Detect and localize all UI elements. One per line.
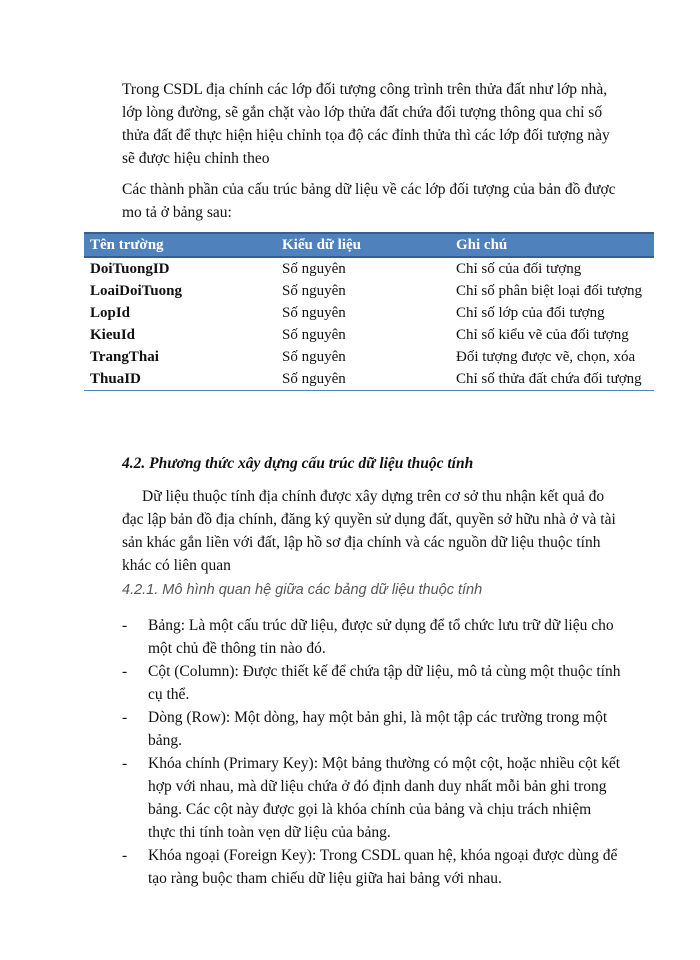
list-item (122, 660, 622, 706)
cell-data-type: Số nguyên (282, 305, 346, 321)
list-item-text: Khóa chính (Primary Key): Một bảng thường có một cột, hoặc nhiều cột kết hợp với nhau, mà dữ liệu chứa ở đó định danh duy nhất mỗi bản ghi trong bảng. Các cột này được gọi là khóa chính của bảng và chịu trách nhiệm thực thi tính toàn vẹn dữ liệu của bảng. (148, 755, 621, 841)
list-item-text: Cột (Column): Được thiết kế để chứa tập dữ liệu, mô tả cùng một thuộc tính cụ thể. (148, 663, 621, 703)
header-data-type: Kiểu dữ liệu (276, 233, 450, 257)
dash-bullet-icon: - (122, 709, 128, 726)
list-item-text: Bảng: Là một cấu trúc dữ liệu, được sử dụng để tổ chức lưu trữ dữ liệu cho một chủ đề thông tin nào đó. (148, 617, 614, 657)
subsection-title: 4.2.1. Mô hình quan hệ giữa các bảng dữ liệu thuộc tính (122, 582, 483, 598)
cell-field-name: DoiTuongID (90, 261, 170, 277)
intro-paragraph-1: Trong CSDL địa chính các lớp đối tượng công trình trên thửa đất như lớp nhà, lớp lòng đường, sẽ gắn chặt vào lớp thửa đất chứa đối tượng thông qua chỉ số thửa đất để thực hiện hiệu chỉnh tọa độ các đỉnh thửa thì các lớp đối tượng này sẽ được hiệu chỉnh theo (122, 81, 610, 167)
dash-bullet-icon: - (122, 755, 128, 772)
cell-note: Chỉ số thửa đất chứa đối tượng (450, 368, 654, 391)
table-row (84, 280, 654, 302)
dash-bullet-icon: - (122, 663, 128, 680)
cell-field-name: ThuaID (84, 368, 276, 391)
header-note: Ghi chú (450, 233, 654, 257)
cell-field-name: LopId (90, 305, 131, 321)
section-title: 4.2. Phương thức xây dựng cấu trúc dữ liệu thuộc tính (122, 455, 474, 472)
cell-data-type: Số nguyên (282, 283, 346, 299)
table-row (84, 346, 654, 368)
table-row (84, 302, 654, 324)
list-item (122, 706, 622, 752)
table-row (84, 324, 654, 346)
cell-field-name: TrangThai (90, 349, 159, 365)
field-table (84, 232, 654, 391)
cell-note: Đối tượng được vẽ, chọn, xóa (456, 349, 636, 365)
cell-note: Chỉ số kiểu vẽ của đối tượng (456, 327, 629, 343)
dash-bullet-icon: - (122, 617, 128, 634)
cell-field-name: LoaiDoiTuong (90, 283, 182, 299)
list-item-text: Dòng (Row): Một dòng, hay một bản ghi, là một tập các trường trong một bảng. (148, 709, 608, 749)
section-paragraph: Dữ liệu thuộc tính địa chính được xây dựng trên cơ sở thu nhận kết quả đo đạc lập bản đồ địa chính, đăng ký quyền sử dụng đất, quyền sở hữu nhà ở và tài sản khác gắn liền với đất, lập hồ sơ địa chính và các nguồn dữ liệu thuộc tính khác có liên quan (122, 488, 616, 574)
list-item (122, 844, 622, 890)
table-row (84, 257, 654, 280)
intro-paragraph-2: Các thành phần của cấu trúc bảng dữ liệu về các lớp đối tượng của bản đồ được mo tả ở bảng sau: (122, 181, 616, 221)
cell-note: Chỉ số phân biệt loại đối tượng (456, 283, 643, 299)
definition-list (122, 614, 622, 890)
cell-note: Chỉ số của đối tượng (456, 261, 582, 277)
list-item (122, 614, 622, 660)
list-item-text: Khóa ngoại (Foreign Key): Trong CSDL quan hệ, khóa ngoại được dùng để tạo ràng buộc tham chiếu dữ liệu giữa hai bảng với nhau. (148, 847, 618, 887)
cell-note: Chỉ số lớp của đối tượng (456, 305, 605, 321)
table-row (84, 368, 654, 391)
cell-data-type: Số nguyên (282, 327, 346, 343)
cell-field-name: KieuId (90, 327, 136, 343)
cell-data-type: Số nguyên (282, 261, 346, 277)
dash-bullet-icon: - (122, 847, 128, 864)
header-field-name: Tên trường (84, 233, 276, 257)
cell-data-type: Số nguyên (282, 349, 346, 365)
list-item (122, 752, 622, 844)
cell-data-type: Số nguyên (276, 368, 450, 391)
table-header-row (84, 233, 654, 257)
